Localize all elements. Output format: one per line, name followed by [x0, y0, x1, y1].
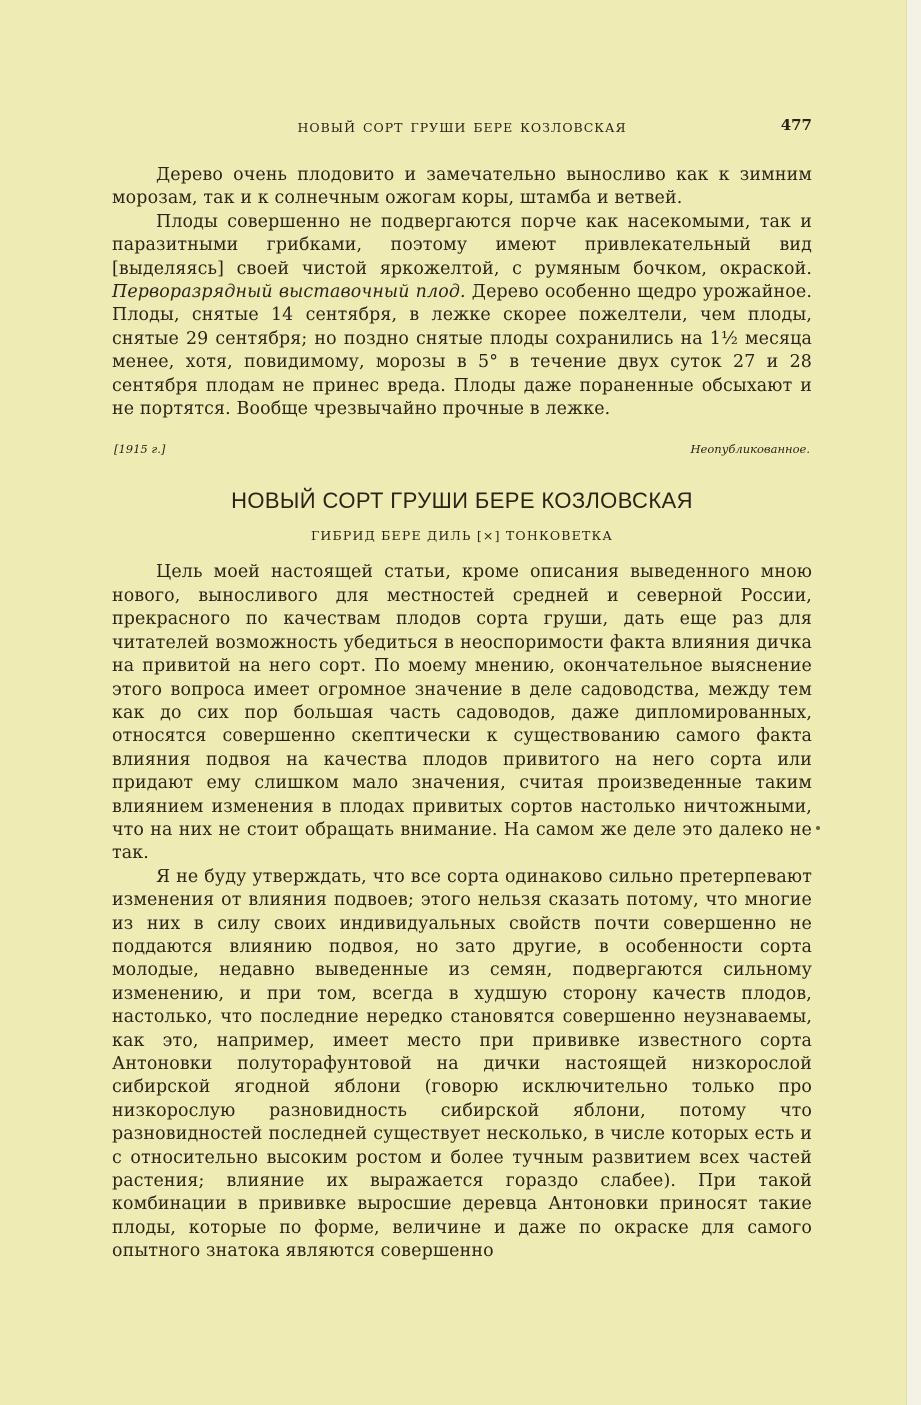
- running-header: [112, 112, 812, 142]
- article-title: НОВЫЙ СОРТ ГРУШИ БЕРЕ КОЗЛОВСКАЯ: [231, 488, 693, 514]
- emphasis-text: Перворазрядный выставочный плод.: [112, 282, 466, 303]
- page-edge: [907, 0, 921, 1405]
- page-content: [112, 112, 812, 1264]
- text-run: Плоды совершенно не подвергаются порче как насекомыми, так и паразитными грибками, поэтому имеют привлекательный вид [выделяясь] своей чистой яркожелтой, с румяным бочком, окраской.: [112, 211, 812, 279]
- article-footnote-line: [112, 442, 812, 462]
- article-subtitle: ГИБРИД БЕРЕ ДИЛЬ [×] ТОНКОВЕТКА: [310, 528, 614, 544]
- paragraph: Я не буду утверждать, что все сорта одинаково сильно претерпевают изменения от влияния подвоев; этого нельзя сказать потому, что многие из них в силу своих индивидуальных свойств почти совершенно не поддаются влиянию подвоя, но зато другие, в особенности сорта молодые, недавно выведенные из семян, подвергаются сильному изменению, и при том, всегда в худшую сторону качеств плодов, настолько, что последние нередко становятся совершенно неузнаваемы, как это, например, имеет место при прививке известного сорта Антоновки полуторафунтовой на дички настоящей низкорослой сибирской ягодной яблони (говорю исключительно только про низкорослую разновидность сибирской яблони, потому что разновидностей последней существует несколько, в числе которых есть и с относительно высоким ростом и более тучным развитием всех частей растения; влияние их выражается гораздо слабее). При такой комбинации в прививке выросшие деревца Антоновки приносят такие плоды, которые по форме, величине и даже по окраске для самого опытного знатока являются совершенно: [112, 866, 812, 1262]
- paragraph: [112, 211, 812, 422]
- publication-status: Неопубликованное.: [690, 442, 810, 457]
- paragraph: Дерево очень плодовито и замечательно выносливо как к зимним морозам, так и к солнечным ожогам коры, штамба и ветвей.: [112, 165, 812, 209]
- previous-article-ending: [112, 164, 812, 421]
- date-note: [1915 г.]: [114, 442, 166, 457]
- article-body: [112, 561, 812, 1263]
- scan-speck: [816, 826, 820, 830]
- running-title: НОВЫЙ СОРТ ГРУШИ БЕРЕ КОЗЛОВСКАЯ: [297, 120, 627, 135]
- text-run: Дерево особенно щедро урожайное. Плоды, снятые 14 сентября, в лежке скорее пожелтели, чем плоды, снятые 29 сентября; но поздно снятые плоды сохранились на 1½ месяца менее, хотя, повидимому, морозы в 5° в течение двух суток 27 и 28 сентября плодам не принес вреда. Плоды даже пораненные обсыхают и не портятся. Вообще чрезвычайно прочные в лежке.: [112, 282, 813, 420]
- paragraph: Цель моей настоящей статьи, кроме описания выведенного мною нового, выносливого для местностей средней и северной России, прекрасного по качествам плодов сорта груши, дать еще раз для читателей возможность убедиться в неоспоримости факта влияния дичка на привитой на него сорт. По моему мнению, окончательное выяснение этого вопроса имеет огромное значение в деле садоводства, между тем как до сих пор большая часть садоводов, даже дипломированных, относятся совершенно скептически к существованию самого факта влияния подвоя на качества плодов привитого на него сорта или придают ему слишком мало значения, считая произведенные таким влиянием изменения в плодах привитых сортов настолько ничтожными, что на них не стоит обращать внимание. На самом же деле это далеко не так.: [112, 562, 812, 864]
- page-number: 477: [780, 116, 812, 134]
